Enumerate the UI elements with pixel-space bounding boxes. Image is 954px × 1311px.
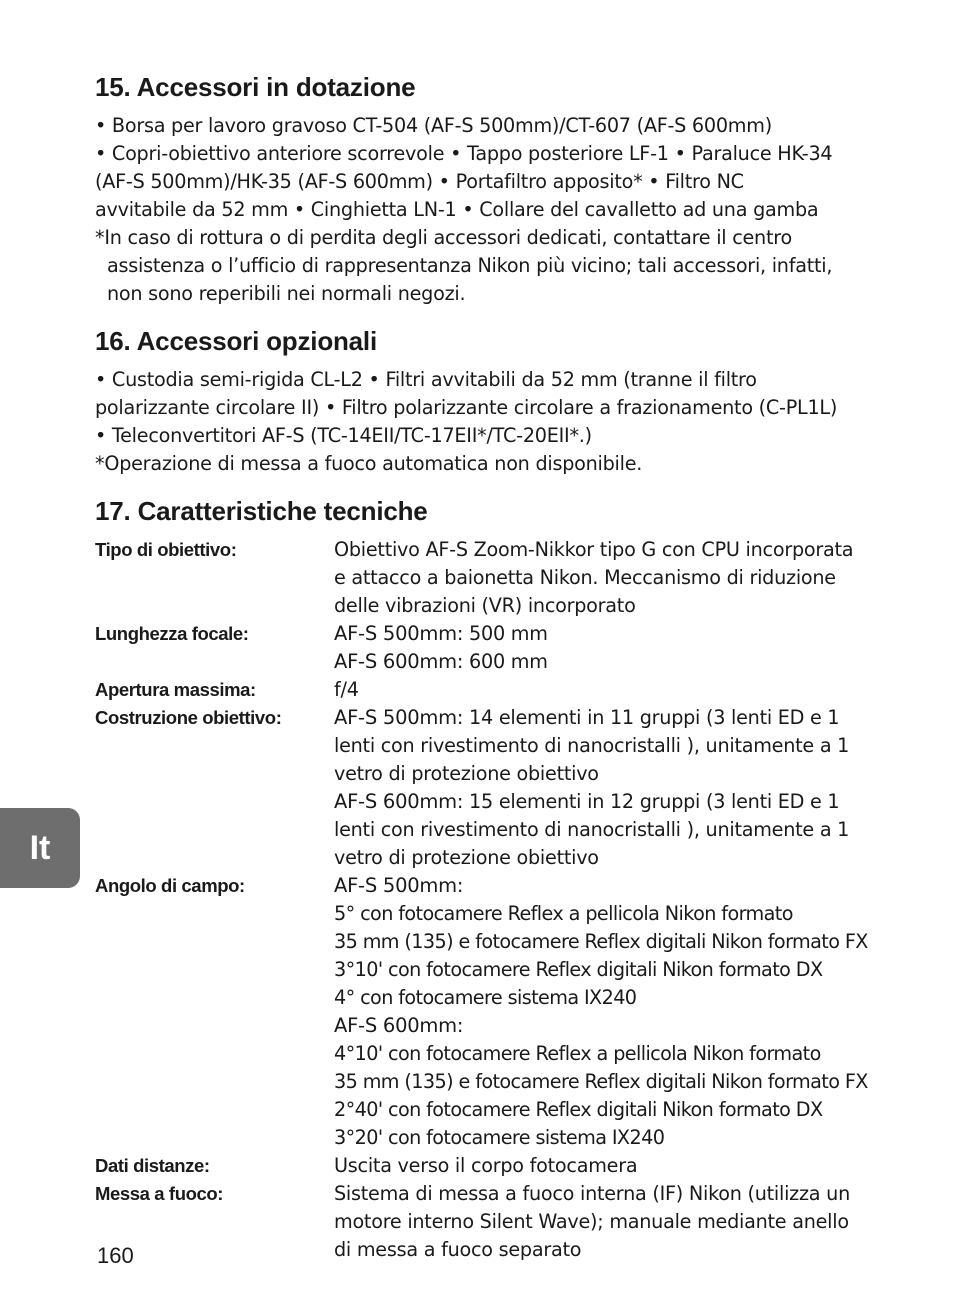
spec-line: lenti con rivestimento di nanocristalli ), unitamente a 1 (334, 734, 850, 757)
spec-line: motore interno Silent Wave); manuale mediante anello (334, 1210, 849, 1233)
text-line: • Copri-obiettivo anteriore scorrevole • Tappo posteriore LF-1 • Paraluce HK-34 (95, 142, 833, 165)
footnote-line: *Operazione di messa a fuoco automatica non disponibile. (95, 452, 643, 475)
spec-value (334, 620, 885, 676)
spec-label: Dati distanze: (95, 1155, 210, 1176)
section-accessori-opzionali (95, 322, 885, 478)
spec-line: 35 mm (135) e fotocamere Reflex digitali Nikon formato FX (334, 1070, 868, 1093)
lens-tag: AF-S 600mm: (334, 790, 464, 813)
section-caratteristiche-tecniche (95, 492, 885, 1264)
spec-line: 35 mm (135) e fotocamere Reflex digitali Nikon formato FX (334, 930, 868, 953)
spec-line (334, 620, 885, 648)
section-body (95, 366, 885, 478)
spec-label: Lunghezza focale: (95, 623, 249, 644)
footnote-line: *In caso di rottura o di perdita degli accessori dedicati, contattare il centro (95, 226, 792, 249)
footnote-line: non sono reperibili nei normali negozi. (107, 282, 466, 305)
lens-tag: AF-S 600mm: (334, 650, 464, 673)
section-accessori-dotazione (95, 68, 885, 308)
page-number: 160 (97, 1243, 134, 1268)
spec-line: e attacco a baionetta Nikon. Meccanismo di riduzione (334, 566, 836, 589)
spec-line: Obiettivo AF-S Zoom-Nikkor tipo G con CPU incorporata (334, 538, 854, 561)
spec-line: 3°20' con fotocamere sistema IX240 (334, 1126, 665, 1149)
spec-line: vetro di protezione obiettivo (334, 846, 599, 869)
spec-row-dati (95, 1152, 885, 1180)
text-line: (AF-S 500mm)/HK-35 (AF-S 600mm) • Portafiltro apposito* • Filtro NC (95, 170, 744, 193)
section-title: 16. Accessori opzionali (95, 326, 377, 356)
spec-line: vetro di protezione obiettivo (334, 762, 599, 785)
spec-line: delle vibrazioni (VR) incorporato (334, 594, 636, 617)
section-title: 15. Accessori in dotazione (95, 72, 416, 102)
spec-line: Sistema di messa a fuoco interna (IF) Nikon (utilizza un (334, 1182, 850, 1205)
spec-text: 600 mm (463, 650, 548, 673)
spec-value (334, 1180, 885, 1264)
spec-value: f/4 (334, 678, 359, 701)
text-line: • Custodia semi-rigida CL-L2 • Filtri avvitabili da 52 mm (tranne il filtro (95, 368, 757, 391)
spec-line (334, 648, 885, 676)
text-line: • Teleconvertitori AF-S (TC-14EII/TC-17EII*/TC-20EII*.) (95, 424, 592, 447)
language-tab: It (0, 808, 80, 888)
spec-text: 500 mm (463, 622, 548, 645)
spec-row-apertura (95, 676, 885, 704)
spec-line (334, 704, 885, 732)
spec-line: 5° con fotocamere Reflex a pellicola Nikon formato (334, 902, 793, 925)
lens-tag: AF-S 500mm: (334, 706, 464, 729)
spec-label: Apertura massima: (95, 679, 256, 700)
lens-tag: AF-S 500mm: (334, 874, 464, 897)
text-line: avvitabile da 52 mm • Cinghietta LN-1 • Collare del cavalletto ad una gamba (95, 198, 819, 221)
spec-row-costruzione (95, 704, 885, 872)
spec-line: 2°40' con fotocamere Reflex digitali Nikon formato DX (334, 1098, 823, 1121)
text-line: polarizzante circolare II) • Filtro polarizzante circolare a frazionamento (C-PL1L) (95, 396, 838, 419)
spec-row-messa (95, 1180, 885, 1264)
page-content (95, 68, 885, 1264)
spec-line: 3°10' con fotocamere Reflex digitali Nikon formato DX (334, 958, 823, 981)
spec-line: di messa a fuoco separato (334, 1238, 582, 1261)
spec-line: 4°10' con fotocamere Reflex a pellicola Nikon formato (334, 1042, 821, 1065)
spec-value (334, 536, 885, 620)
spec-label: Angolo di campo: (95, 875, 245, 896)
spec-value: Uscita verso il corpo fotocamera (334, 1154, 638, 1177)
spec-label: Costruzione obiettivo: (95, 707, 282, 728)
spec-text: 14 elementi in 11 gruppi (3 lenti ED e 1 (463, 706, 840, 729)
spec-value (334, 704, 885, 872)
lens-tag: AF-S 600mm: (334, 1014, 464, 1037)
footnote-line: assistenza o l’ufficio di rappresentanza Nikon più vicino; tali accessori, infatti, (107, 254, 833, 277)
lens-tag: AF-S 500mm: (334, 622, 464, 645)
spec-row-lunghezza (95, 620, 885, 676)
section-title: 17. Caratteristiche tecniche (95, 496, 428, 526)
spec-label: Tipo di obiettivo: (95, 539, 237, 560)
spec-text: 15 elementi in 12 gruppi (3 lenti ED e 1 (463, 790, 840, 813)
text-line: • Borsa per lavoro gravoso CT-504 (AF-S 500mm)/CT-607 (AF-S 600mm) (95, 114, 772, 137)
spec-line (334, 788, 885, 816)
spec-label: Messa a fuoco: (95, 1183, 224, 1204)
spec-row-tipo (95, 536, 885, 620)
spec-row-angolo (95, 872, 885, 1152)
spec-line: 4° con fotocamere sistema IX240 (334, 986, 637, 1009)
section-body (95, 112, 885, 308)
spec-line: lenti con rivestimento di nanocristalli ), unitamente a 1 (334, 818, 850, 841)
spec-value (334, 872, 885, 1152)
